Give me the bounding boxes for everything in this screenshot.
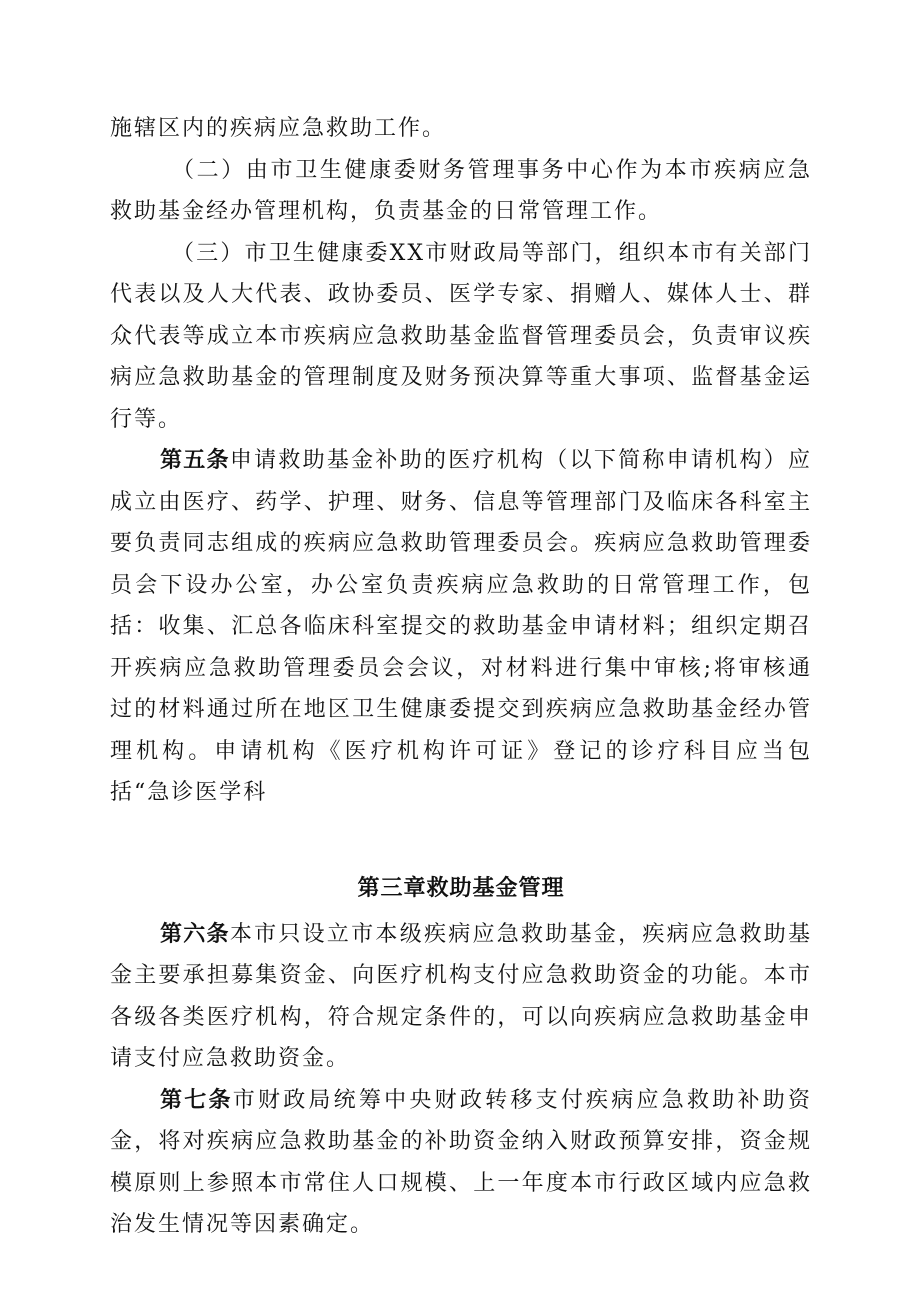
article-7-text: 市财政局统筹中央财政转移支付疾病应急救助补助资金，将对疾病应急救助基金的补助资金纳入财政预算安排，资金规模原则上参照本市常住人口规模、上一年度本市行政区域内应急救治发生情况等因素确定。 [110,1087,812,1237]
article-6 [110,914,812,1080]
paragraph-item-2: （二）由市卫生健康委财务管理事务中心作为本市疾病应急救助基金经办管理机构，负责基金的日常管理工作。 [110,157,812,224]
paragraph-item-3: （三）市卫生健康委XX市财政局等部门，组织本市有关部门代表以及人大代表、政协委员、医学专家、捐赠人、媒体人士、群众代表等成立本市疾病应急救助基金监督管理委员会，负责审议疾病应急救助基金的管理制度及财务预决算等重大事项、监督基金运行等。 [110,240,812,432]
article-5-text: 申请救助基金补助的医疗机构（以下简称申请机构）应成立由医疗、药学、护理、财务、信息等管理部门及临床各科室主要负责同志组成的疾病应急救助管理委员会。疾病应急救助管理委员会下设办公室，办公室负责疾病应急救助的日常管理工作，包括：收集、汇总各临床科室提交的救助基金申请材料；组织定期召开疾病应急救助管理委员会会议，对材料进行集中审核;将审核通过的材料通过所在地区卫生健康委提交到疾病应急救助基金经办管理机构。申请机构《医疗机构许可证》登记的诊疗科目应当包括“急诊医学科 [110,448,812,805]
paragraph-continuation: 施辖区内的疾病应急救助工作。 [110,116,447,141]
article-7 [110,1080,812,1246]
article-6-text: 本市只设立市本级疾病应急救助基金，疾病应急救助基金主要承担募集资金、向医疗机构支付应急救助资金的功能。本市各级各类医疗机构，符合规定条件的，可以向疾病应急救助基金申请支付应急救助资金。 [110,921,812,1071]
article-5-label: 第五条 [160,447,230,473]
article-6-label: 第六条 [160,920,230,947]
article-5 [110,440,812,814]
document-page [110,108,812,1246]
article-7-label: 第七条 [160,1086,233,1113]
chapter-3-title: 第三章救助基金管理 [357,874,565,901]
